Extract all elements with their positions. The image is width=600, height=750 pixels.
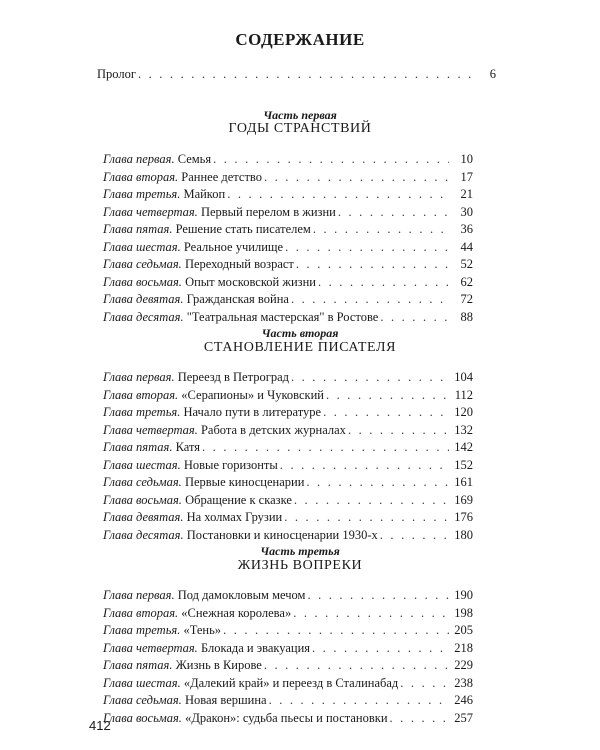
chapter-title: Реальное училище	[183, 239, 284, 254]
leader-dots	[380, 309, 449, 326]
toc-row	[103, 204, 473, 221]
leader-dots	[202, 439, 449, 456]
prologue-label: Пролог	[97, 67, 136, 81]
chapter-title: Новые горизонты	[183, 457, 278, 472]
chapter-label	[103, 492, 292, 509]
chapter-title: Работа в детских журналах	[200, 422, 346, 437]
chapter-label	[103, 509, 282, 526]
chapter-label	[103, 169, 262, 186]
chapter-title: «Тень»	[183, 623, 222, 637]
leader-dots	[293, 605, 449, 622]
chapter-number: Глава пятая.	[103, 658, 173, 672]
leader-dots	[296, 256, 449, 273]
chapter-page: 190	[454, 588, 473, 602]
toc-row	[103, 369, 473, 386]
chapter-title: Раннее детство	[181, 169, 262, 184]
chapter-title: На холмах Грузии	[186, 510, 283, 524]
chapter-label	[103, 587, 305, 604]
leader-dots	[400, 675, 449, 692]
chapter-page: 132	[454, 422, 473, 437]
chapter-title: Решение стать писателем	[175, 222, 311, 236]
chapter-number: Глава девятая.	[103, 292, 184, 306]
chapter-label	[103, 256, 294, 273]
chapter-number: Глава девятая.	[103, 510, 184, 524]
page-title: СОДЕРЖАНИЕ	[235, 30, 365, 49]
chapter-label	[103, 439, 200, 456]
chapter-title: «Дракон»: судьба пьесы и постановки	[185, 710, 388, 725]
toc-row	[103, 151, 473, 168]
part-3-title: ЖИЗНЬ ВОПРЕКИ	[237, 558, 363, 573]
toc-row	[103, 309, 473, 326]
chapter-page: 104	[454, 370, 473, 384]
chapter-title: Переезд в Петроград	[177, 370, 289, 384]
chapter-title: Первые киносценарии	[184, 475, 305, 489]
toc-row	[103, 439, 473, 456]
toc-row	[103, 527, 473, 544]
toc-row	[103, 675, 473, 692]
toc-row	[103, 291, 473, 308]
toc-row	[103, 404, 473, 421]
leader-dots	[291, 369, 449, 386]
chapter-label	[103, 274, 316, 291]
toc-row	[103, 387, 473, 404]
leader-dots	[312, 640, 449, 657]
leader-dots	[264, 169, 449, 186]
leader-dots	[227, 186, 449, 203]
chapter-label	[103, 657, 262, 674]
chapter-number: Глава вторая.	[103, 605, 179, 620]
chapter-page: 62	[460, 274, 473, 289]
chapter-label	[103, 404, 321, 421]
part-1-label: Часть первая	[263, 108, 337, 122]
chapter-label	[103, 204, 336, 221]
leader-dots	[318, 274, 449, 291]
leader-dots	[348, 422, 449, 439]
chapter-title: Гражданская война	[186, 292, 289, 306]
leader-dots	[313, 221, 449, 238]
chapter-page: 88	[460, 309, 473, 324]
chapter-number: Глава вторая.	[103, 387, 179, 402]
chapter-page: 180	[454, 527, 473, 542]
toc-row	[103, 221, 473, 238]
chapter-title: Майкоп	[183, 187, 226, 201]
chapter-page: 10	[460, 152, 473, 166]
toc-row	[103, 509, 473, 526]
chapter-number: Глава десятая.	[103, 527, 184, 542]
leader-dots	[323, 404, 449, 421]
chapter-number: Глава третья.	[103, 405, 181, 419]
leader-dots	[291, 291, 449, 308]
chapter-title: Опыт московской жизни	[185, 274, 316, 289]
chapter-title: Семья	[177, 152, 212, 166]
chapter-page: 238	[454, 675, 473, 690]
toc-row	[103, 640, 473, 657]
chapter-number: Глава первая.	[103, 370, 175, 384]
leader-dots	[390, 710, 449, 727]
leader-dots	[213, 151, 449, 168]
chapter-page: 17	[460, 169, 473, 184]
chapter-title: Начало пути в литературе	[183, 405, 322, 419]
leader-dots	[284, 509, 449, 526]
chapter-title: Жизнь в Кирове	[175, 658, 262, 672]
chapter-number: Глава четвертая.	[103, 204, 198, 219]
chapter-number: Глава четвертая.	[103, 422, 198, 437]
chapter-page: 161	[454, 475, 473, 489]
toc-row	[103, 692, 473, 709]
chapter-page: 120	[454, 405, 473, 419]
chapter-number: Глава четвертая.	[103, 640, 198, 655]
chapter-page: 142	[454, 440, 473, 454]
chapter-label	[103, 692, 267, 709]
chapter-label	[103, 291, 289, 308]
chapter-title: Под дамокловым мечом	[177, 588, 306, 602]
chapter-title: Обращение к сказке	[185, 492, 292, 507]
chapter-label	[103, 605, 291, 622]
chapter-number: Глава шестая.	[103, 675, 181, 690]
part-3-label: Часть третья	[260, 544, 340, 558]
chapter-number: Глава седьмая.	[103, 257, 182, 271]
chapter-label	[103, 309, 378, 326]
chapter-label	[103, 387, 324, 404]
toc-row	[103, 274, 473, 291]
toc-row	[103, 587, 473, 604]
chapter-title: «Далекий край» и переезд в Сталинабад	[183, 675, 399, 690]
leader-dots	[338, 204, 449, 221]
chapter-label	[103, 457, 278, 474]
chapter-number: Глава десятая.	[103, 309, 184, 324]
chapter-label	[103, 186, 225, 203]
chapter-page: 205	[454, 623, 473, 637]
toc-row	[103, 622, 473, 639]
chapter-title: Первый перелом в жизни	[200, 204, 336, 219]
chapter-page: 257	[454, 710, 473, 725]
toc-row	[103, 239, 473, 256]
chapter-title: Новая вершина	[184, 693, 267, 707]
leader-dots	[380, 527, 449, 544]
chapter-label	[103, 474, 304, 491]
toc-row-prologue	[97, 66, 496, 83]
chapter-page: 152	[454, 457, 473, 472]
chapter-label	[103, 527, 378, 544]
chapter-page: 229	[454, 658, 473, 672]
chapter-page: 169	[454, 492, 473, 507]
toc-row	[103, 422, 473, 439]
chapter-label	[103, 221, 311, 238]
leader-dots	[280, 457, 449, 474]
toc-row	[103, 605, 473, 622]
chapter-number: Глава восьмая.	[103, 492, 182, 507]
toc-row	[103, 256, 473, 273]
leader-dots	[326, 387, 449, 404]
chapter-number: Глава пятая.	[103, 440, 173, 454]
chapter-label	[103, 151, 211, 168]
chapter-title: Переходный возраст	[184, 257, 294, 271]
leader-dots	[138, 66, 472, 83]
chapter-title: Блокада и эвакуация	[200, 640, 311, 655]
page-number: 412	[89, 718, 111, 733]
chapter-title: "Театральная мастерская" в Ростове	[186, 309, 379, 324]
part-1-title: ГОДЫ СТРАНСТВИЙ	[228, 121, 372, 136]
chapter-title: Катя	[175, 440, 201, 454]
toc-row	[103, 657, 473, 674]
chapter-page: 44	[460, 239, 473, 254]
chapter-page: 36	[460, 222, 473, 236]
toc-row	[103, 492, 473, 509]
chapter-page: 72	[460, 292, 473, 306]
chapter-number: Глава седьмая.	[103, 693, 182, 707]
leader-dots	[269, 692, 449, 709]
toc-row	[103, 457, 473, 474]
toc-row	[103, 169, 473, 186]
chapter-page: 52	[460, 257, 473, 271]
chapter-label	[103, 422, 346, 439]
leader-dots	[264, 657, 449, 674]
chapter-number: Глава третья.	[103, 623, 181, 637]
chapter-title: «Снежная королева»	[181, 605, 292, 620]
chapter-number: Глава первая.	[103, 152, 175, 166]
leader-dots	[294, 492, 449, 509]
chapter-label	[103, 675, 398, 692]
chapter-label	[103, 369, 289, 386]
toc-row	[103, 710, 473, 727]
chapter-label	[103, 710, 388, 727]
chapter-label	[103, 640, 310, 657]
chapter-page: 112	[454, 387, 473, 402]
chapter-number: Глава пятая.	[103, 222, 173, 236]
leader-dots	[306, 474, 449, 491]
toc-row	[103, 186, 473, 203]
chapter-label	[103, 622, 221, 639]
toc-row	[103, 474, 473, 491]
chapter-number: Глава третья.	[103, 187, 181, 201]
chapter-page: 30	[460, 204, 473, 219]
chapter-page: 21	[460, 187, 473, 201]
chapter-page: 246	[454, 693, 473, 707]
chapter-page: 198	[454, 605, 473, 620]
prologue-page: 6	[489, 67, 496, 81]
chapter-number: Глава вторая.	[103, 169, 179, 184]
chapter-number: Глава восьмая.	[103, 274, 182, 289]
chapter-number: Глава первая.	[103, 588, 175, 602]
chapter-title: «Серапионы» и Чуковский	[181, 387, 324, 402]
chapter-number: Глава седьмая.	[103, 475, 182, 489]
chapter-page: 176	[454, 510, 473, 524]
chapter-number: Глава шестая.	[103, 457, 181, 472]
leader-dots	[285, 239, 449, 256]
chapter-page: 218	[454, 640, 473, 655]
leader-dots	[223, 622, 449, 639]
chapter-title: Постановки и киносценарии 1930-х	[186, 527, 378, 542]
chapter-number: Глава шестая.	[103, 239, 181, 254]
chapter-number: Глава восьмая.	[103, 710, 182, 725]
part-2-title: СТАНОВЛЕНИЕ ПИСАТЕЛЯ	[203, 340, 397, 355]
part-2-label: Часть вторая	[261, 326, 339, 340]
chapter-label	[103, 239, 283, 256]
leader-dots	[307, 587, 449, 604]
